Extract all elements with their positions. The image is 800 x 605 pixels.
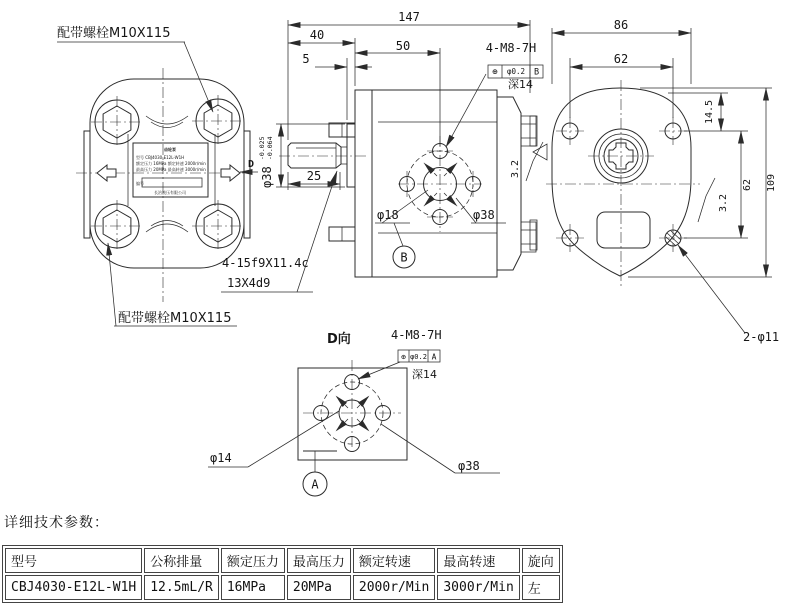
- bottom-view-d: [208, 328, 500, 496]
- datum-balloon-a: A: [311, 477, 319, 492]
- bolt-circle-label: φ38: [458, 459, 480, 473]
- value-rated-speed: 2000r/Min: [353, 575, 435, 600]
- side-view-geometry: [279, 90, 536, 277]
- roughness-mark-rear: [698, 178, 729, 222]
- col-rated-speed: 额定转速: [353, 548, 435, 573]
- specs-header-row: [5, 548, 560, 573]
- specs-value-row: [5, 575, 560, 600]
- dim-109: 109: [766, 173, 777, 193]
- value-max-pressure: 20MPa: [287, 575, 351, 600]
- gdt-tolerance-side: φ0.2: [506, 67, 526, 76]
- dim-147: 147: [398, 10, 420, 24]
- gdt-datum-side: B: [533, 67, 540, 78]
- value-model: CBJ4030-E12L-W1H: [5, 575, 142, 600]
- datum-a-symbol: [303, 451, 337, 496]
- nameplate-row2: 额定压力 16MPa 额定转速 2000r/min: [136, 161, 206, 166]
- specs-section: [2, 510, 554, 603]
- dim-25: 25: [306, 169, 322, 183]
- specs-heading: 详细技术参数：: [4, 514, 109, 530]
- specs-table: [2, 545, 563, 603]
- shaft-tolerance-upper: -0.025: [258, 136, 266, 160]
- dim-14-5: 14.5: [704, 99, 715, 125]
- nameplate-row3: 最高压力 20MPa 最高转速 3000r/min: [136, 167, 206, 172]
- shaft-diameter: φ38: [260, 166, 274, 188]
- value-displacement: 12.5mL/R: [144, 575, 219, 600]
- depth-note-bottom: 深14: [412, 368, 437, 381]
- front-view: [57, 25, 337, 326]
- col-model: 型号: [5, 548, 142, 573]
- dim-50: 50: [395, 39, 411, 53]
- shaft-note-line2: 13X4d9: [227, 276, 271, 290]
- col-max-speed: 最高转速: [437, 548, 519, 573]
- pilot-diameter-label: φ38: [473, 208, 495, 222]
- bolt-note-top: 配带螺栓M10X115: [57, 26, 171, 41]
- shaft-note-line1: 4-15f9X11.4c: [222, 256, 309, 270]
- view-d-title: D向: [327, 332, 351, 347]
- nameplate-row4: 编号: [136, 181, 144, 186]
- rear-view-geometry: [530, 80, 700, 288]
- nameplate: [133, 143, 208, 197]
- gdt-symbol-side: ⊕: [492, 67, 498, 78]
- gdt-tolerance-bottom: φ0.2: [410, 353, 427, 361]
- dim-62-vertical: 62: [742, 178, 753, 192]
- mounting-hole-note: 2-φ11: [743, 330, 780, 344]
- nameplate-row1: 型号 CBJ4030-E12L-W1H: [136, 155, 185, 160]
- col-displacement: 公称排量: [144, 548, 219, 573]
- value-rotation: 左: [522, 575, 560, 600]
- gdt-datum-bottom: A: [431, 352, 437, 362]
- roughness-value-rear: 3.2: [718, 193, 729, 212]
- thread-note-side: 4-M8-7H: [485, 41, 537, 55]
- dim-62-horizontal: 62: [613, 52, 629, 66]
- nameplate-footer: 长治液压有限公司: [154, 190, 186, 195]
- dim-5: 5: [302, 52, 310, 66]
- view-d-letter: D: [248, 159, 255, 170]
- nameplate-title: 齿轮泵: [164, 147, 176, 152]
- shaft-tolerance-lower: -0.064: [266, 136, 274, 160]
- center-hole-label: φ14: [210, 451, 232, 465]
- gdt-frame-bottom: [398, 350, 440, 362]
- bolt-note-bottom: 配带螺栓M10X115: [118, 311, 232, 326]
- col-max-pressure: 最高压力: [287, 548, 351, 573]
- roughness-mark-side: [510, 142, 543, 181]
- dim-86: 86: [613, 18, 629, 32]
- col-rated-pressure: 额定压力: [221, 548, 285, 573]
- port-diameter-label: φ18: [377, 208, 399, 222]
- bottom-view-geometry: [298, 360, 407, 460]
- rear-view: [530, 18, 779, 344]
- value-rated-pressure: 16MPa: [221, 575, 285, 600]
- dim-40: 40: [309, 28, 325, 42]
- thread-note-bottom: 4-M8-7H: [391, 328, 442, 342]
- col-rotation: 旋向: [522, 548, 560, 573]
- roughness-value-side: 3.2: [510, 159, 521, 178]
- gdt-symbol-bottom: ⊕: [401, 352, 406, 362]
- value-max-speed: 3000r/Min: [437, 575, 519, 600]
- side-view: [240, 10, 543, 277]
- depth-note-side: 深14: [508, 78, 533, 91]
- datum-balloon-b: B: [400, 250, 408, 265]
- gdt-frame-side: [488, 65, 543, 78]
